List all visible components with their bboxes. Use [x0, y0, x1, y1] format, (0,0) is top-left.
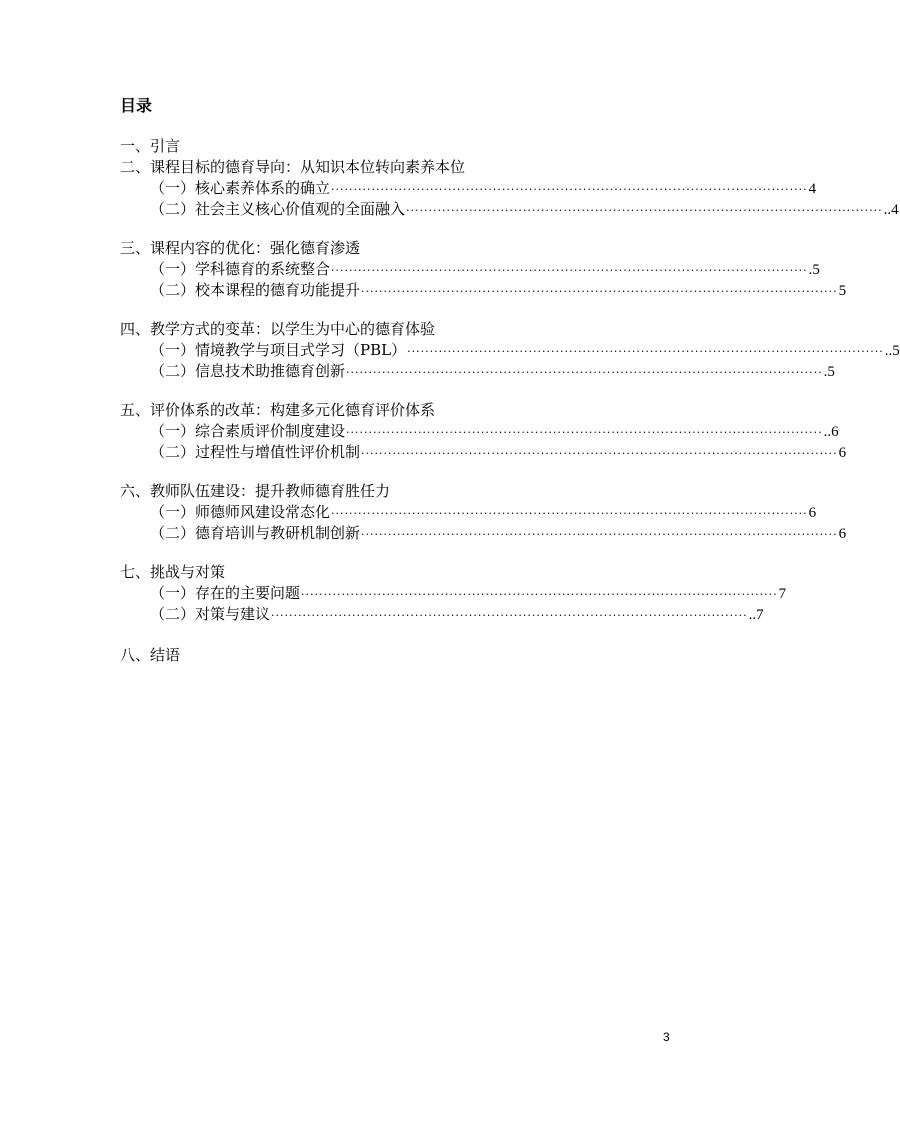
- toc-leader: ··········································································································: [361, 528, 838, 541]
- toc-section-3-1[interactable]: [150, 259, 820, 281]
- toc-section-6-2[interactable]: [150, 523, 847, 545]
- toc-chapter-5[interactable]: 五、评价体系的改革：构建多元化德育评价体系: [120, 401, 436, 419]
- toc-chapter-1[interactable]: 一、引言: [120, 137, 181, 155]
- toc-section-label: （一）综合素质评价制度建设: [150, 422, 346, 440]
- toc-page-number: ..5: [884, 343, 900, 359]
- toc-section-label: （一）核心素养体系的确立: [150, 179, 331, 197]
- toc-section-label: （二）对策与建议: [150, 605, 271, 623]
- toc-leader: ··········································································································: [406, 204, 883, 217]
- toc-section-5-1[interactable]: [150, 421, 839, 443]
- toc-page-number: .5: [808, 262, 820, 278]
- toc-section-label: （二）德育培训与教研机制创新: [150, 524, 361, 542]
- toc-leader: ··········································································································: [407, 345, 884, 358]
- toc-section-label: （一）师德师风建设常态化: [150, 503, 331, 521]
- toc-section-label: （二）信息技术助推德育创新: [150, 362, 346, 380]
- toc-chapter-3[interactable]: 三、课程内容的优化：强化德育渗透: [120, 239, 361, 257]
- toc-leader: ··········································································································: [346, 366, 823, 379]
- toc-page-number: ..4: [883, 202, 899, 218]
- toc-section-label: （一）存在的主要问题: [150, 584, 301, 602]
- toc-section-3-2[interactable]: [150, 280, 847, 302]
- toc-page-number: ..6: [823, 424, 839, 440]
- toc-page-number: 6: [838, 526, 847, 542]
- toc-page-number: ..7: [748, 607, 764, 623]
- toc-section-label: （一）学科德育的系统整合: [150, 260, 331, 278]
- toc-leader: ··········································································································: [346, 426, 823, 439]
- toc-section-label: （二）校本课程的德育功能提升: [150, 281, 361, 299]
- toc-leader: ··········································································································: [331, 507, 808, 520]
- toc-title: 目录: [120, 96, 153, 115]
- toc-leader: ··········································································································: [361, 285, 838, 298]
- toc-section-7-1[interactable]: [150, 583, 787, 605]
- toc-chapter-8[interactable]: 八、结语: [120, 646, 181, 664]
- toc-chapter-6[interactable]: 六、教师队伍建设：提升教师德育胜任力: [120, 482, 391, 500]
- footer-page-number: 3: [663, 1030, 670, 1044]
- toc-chapter-4[interactable]: 四、教学方式的变革：以学生为中心的德育体验: [120, 320, 436, 338]
- toc-leader: ··········································································································: [271, 609, 748, 622]
- toc-chapter-7[interactable]: 七、挑战与对策: [120, 563, 226, 581]
- toc-leader: ··········································································································: [331, 264, 808, 277]
- toc-page-number: 7: [778, 586, 787, 602]
- toc-leader: ··········································································································: [301, 588, 778, 601]
- toc-section-label: （一）情境教学与项目式学习（PBL）: [150, 341, 407, 359]
- toc-chapter-2[interactable]: 二、课程目标的德育导向：从知识本位转向素养本位: [120, 158, 466, 176]
- toc-page-number: 4: [808, 181, 817, 197]
- toc-section-5-2[interactable]: [150, 442, 847, 464]
- toc-section-4-2[interactable]: [150, 361, 835, 383]
- toc-page-number: .5: [823, 364, 835, 380]
- toc-section-4-1[interactable]: [150, 340, 900, 362]
- toc-leader: ··········································································································: [331, 183, 808, 196]
- toc-page-number: 5: [838, 283, 847, 299]
- toc-page-number: 6: [808, 505, 817, 521]
- toc-leader: ··········································································································: [361, 447, 838, 460]
- toc-section-6-1[interactable]: [150, 502, 817, 524]
- toc-section-label: （二）社会主义核心价值观的全面融入: [150, 200, 406, 218]
- toc-section-2-2[interactable]: [150, 199, 899, 221]
- toc-section-2-1[interactable]: [150, 178, 817, 200]
- toc-section-label: （二）过程性与增值性评价机制: [150, 443, 361, 461]
- toc-page-number: 6: [838, 445, 847, 461]
- toc-section-7-2[interactable]: [150, 604, 764, 626]
